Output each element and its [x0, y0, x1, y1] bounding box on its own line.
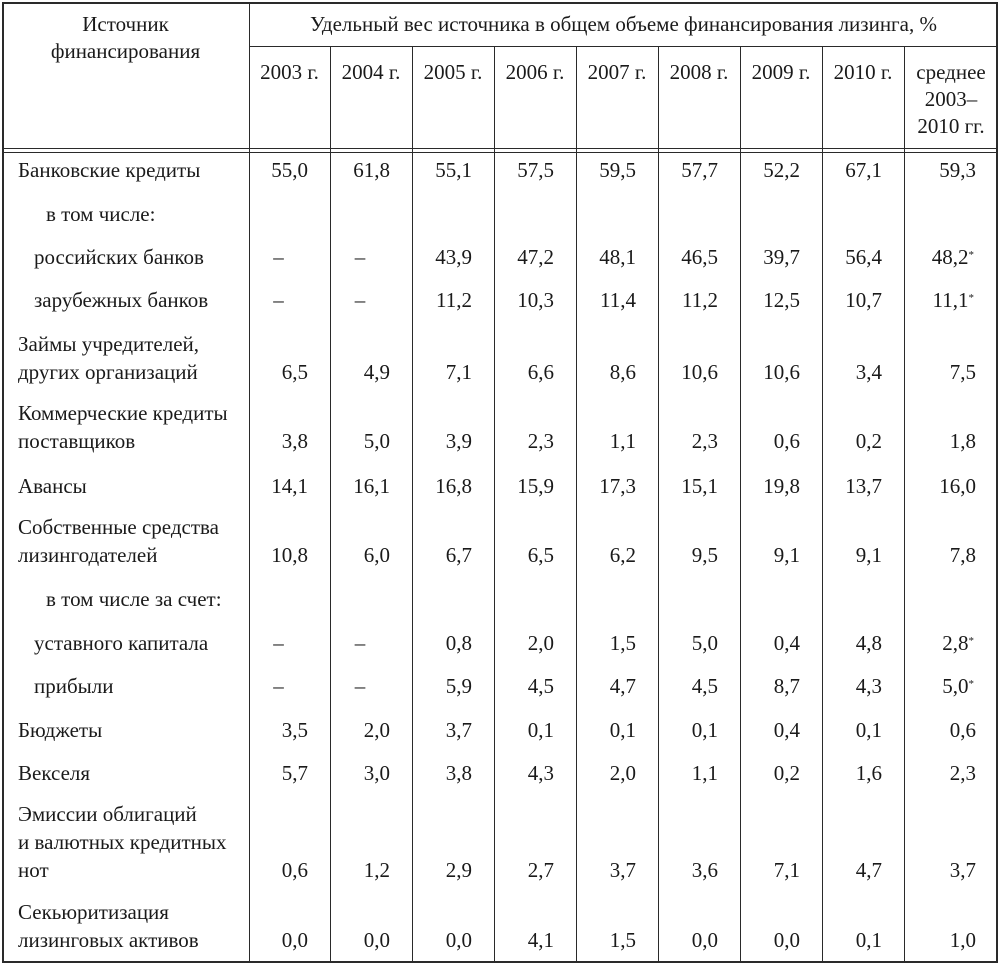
year-header: 2007 г. [587, 60, 647, 84]
cell-value: 3,4 [855, 360, 882, 384]
cell-value: 0,6 [949, 718, 976, 742]
cell-value: 2,8* [942, 631, 974, 655]
year-header: 2005 г. [423, 60, 483, 84]
cell-value: 3,7 [609, 858, 636, 882]
cell-value: 10,6 [681, 360, 718, 384]
cell-value: – [354, 288, 366, 312]
cell-value: 11,2 [436, 288, 472, 312]
cell-value: 43,9 [435, 245, 472, 269]
cell-value: 0,1 [691, 718, 718, 742]
cell-value: 15,1 [681, 474, 718, 498]
cell-value: 2,3 [527, 429, 554, 453]
cell-value: 55,1 [435, 158, 472, 182]
cell-value: 4,3 [855, 674, 882, 698]
row-label: зарубежных банков [34, 288, 209, 312]
cell-value: 2,3 [949, 761, 976, 785]
cell-value: 0,2 [773, 761, 800, 785]
row-label: Коммерческие кредиты [18, 401, 228, 425]
cell-value: 10,6 [763, 360, 800, 384]
cell-value: 0,0 [691, 928, 718, 952]
cell-value: 5,9 [445, 674, 472, 698]
table-border-bottom [2, 961, 998, 963]
cell-value: 0,8 [445, 631, 472, 655]
cell-value: 4,5 [527, 674, 554, 698]
cell-value: 15,9 [517, 474, 554, 498]
cell-value: 1,6 [855, 761, 882, 785]
cell-value: 2,3 [691, 429, 718, 453]
year-header: 2006 г. [505, 60, 565, 84]
cell-value: 1,5 [609, 631, 636, 655]
cell-value: 10,8 [271, 543, 308, 567]
average-column-header: среднее [916, 60, 986, 84]
cell-value: 0,1 [855, 718, 882, 742]
cell-value: 0,4 [773, 631, 800, 655]
cell-value: 3,5 [281, 718, 308, 742]
year-header: 2004 г. [341, 60, 401, 84]
cell-value: 6,5 [281, 360, 308, 384]
cell-value: – [273, 674, 284, 698]
cell-value: – [273, 245, 284, 269]
row-label: и валютных кредитных [18, 830, 227, 854]
cell-value: 1,1 [691, 761, 718, 785]
row-label: Бюджеты [18, 718, 103, 742]
header-subdivider [249, 46, 998, 47]
row-label: Собственные средства [18, 515, 219, 539]
cell-value: 0,6 [773, 429, 800, 453]
cell-value: – [354, 674, 366, 698]
table-border-left [2, 2, 4, 963]
cell-value: 5,0 [691, 631, 718, 655]
year-header: 2003 г. [260, 60, 319, 84]
cell-value: 2,0 [609, 761, 636, 785]
cell-value: 6,6 [527, 360, 554, 384]
footnote-mark: * [968, 292, 974, 304]
row-label: Эмиссии облигаций [18, 802, 197, 826]
footnote-mark: * [968, 635, 974, 647]
row-label: нот [18, 858, 49, 882]
cell-value: 0,0 [773, 928, 800, 952]
cell-value: 0,2 [855, 429, 882, 453]
cell-value: 10,3 [517, 288, 554, 312]
cell-value: 16,8 [435, 474, 472, 498]
cell-value: 3,0 [363, 761, 390, 785]
cell-value: 9,5 [691, 543, 718, 567]
cell-value: 2,7 [527, 858, 554, 882]
cell-value: 4,1 [527, 928, 554, 952]
cell-value: 1,5 [609, 928, 636, 952]
cell-value: 7,8 [949, 543, 976, 567]
cell-value: 11,1* [932, 288, 974, 312]
cell-value: 46,5 [681, 245, 718, 269]
cell-value: 3,6 [691, 858, 718, 882]
row-label: поставщиков [18, 429, 136, 453]
cell-value: 3,9 [445, 429, 472, 453]
cell-value: 1,2 [363, 858, 390, 882]
cell-value: 5,0 [363, 429, 390, 453]
cell-value: 8,6 [609, 360, 636, 384]
cell-value: 6,0 [363, 543, 390, 567]
share-group-header: Удельный вес источника в общем объеме финансирования лизинга, % [310, 12, 937, 36]
cell-value: 39,7 [763, 245, 800, 269]
cell-value: 1,0 [949, 928, 976, 952]
year-header: 2008 г. [669, 60, 729, 84]
cell-value: 48,1 [599, 245, 636, 269]
row-label: российских банков [34, 245, 204, 269]
source-column-header: Источник [82, 12, 169, 36]
footnote-mark: * [968, 249, 974, 261]
cell-value: 0,0 [445, 928, 472, 952]
row-label: Авансы [18, 474, 87, 498]
cell-value: 61,8 [353, 158, 390, 182]
cell-value: 6,2 [609, 543, 636, 567]
cell-value: – [354, 245, 366, 269]
cell-value: 9,1 [855, 543, 882, 567]
header-bottom-rule [2, 148, 998, 149]
cell-value: 2,0 [363, 718, 390, 742]
cell-value: 0,1 [609, 718, 636, 742]
cell-value: 11,4 [600, 288, 636, 312]
row-label: лизингодателей [18, 543, 158, 567]
cell-value: 48,2* [931, 245, 974, 269]
cell-value: 56,4 [845, 245, 882, 269]
cell-value: 7,1 [445, 360, 472, 384]
cell-value: – [273, 631, 284, 655]
cell-value: 4,5 [691, 674, 718, 698]
cell-value: 3,7 [445, 718, 472, 742]
cell-value: 14,1 [271, 474, 308, 498]
cell-value: 10,7 [845, 288, 882, 312]
row-label: Секьюритизация [18, 900, 169, 924]
row-label: лизинговых активов [18, 928, 199, 952]
cell-value: 59,5 [599, 158, 636, 182]
row-label: Векселя [18, 761, 91, 785]
header-bottom-rule-2 [2, 152, 998, 153]
year-header: 2010 г. [833, 60, 893, 84]
row-label: Займы учредителей, [18, 332, 200, 356]
cell-value: 0,4 [773, 718, 800, 742]
cell-value: 6,5 [527, 543, 554, 567]
table-border-top [2, 2, 998, 4]
cell-value: 5,0* [942, 674, 974, 698]
row-label: в том числе: [46, 202, 156, 226]
cell-value: 0,0 [363, 928, 390, 952]
cell-value: 4,7 [609, 674, 636, 698]
cell-value: 16,1 [353, 474, 390, 498]
year-header: 2009 г. [751, 60, 811, 84]
row-label: уставного капитала [34, 631, 209, 655]
cell-value: 52,2 [763, 158, 800, 182]
row-label: Банковские кредиты [18, 158, 201, 182]
cell-value: 0,1 [855, 928, 882, 952]
cell-value: 7,1 [773, 858, 800, 882]
cell-value: 3,7 [949, 858, 976, 882]
cell-value: 47,2 [517, 245, 554, 269]
cell-value: 17,3 [599, 474, 636, 498]
cell-value: 3,8 [445, 761, 472, 785]
row-label: прибыли [34, 674, 114, 698]
cell-value: 55,0 [271, 158, 308, 182]
cell-value: 8,7 [773, 674, 800, 698]
table-border-right [996, 2, 998, 963]
cell-value: – [354, 631, 366, 655]
cell-value: 5,7 [281, 761, 308, 785]
cell-value: 16,0 [939, 474, 976, 498]
cell-value: 2,9 [445, 858, 472, 882]
cell-value: 11,2 [682, 288, 718, 312]
cell-value: 9,1 [773, 543, 800, 567]
cell-value: – [273, 288, 284, 312]
cell-value: 6,7 [445, 543, 472, 567]
cell-value: 4,8 [855, 631, 882, 655]
footnote-mark: * [968, 678, 974, 690]
cell-value: 13,7 [845, 474, 882, 498]
cell-value: 4,3 [527, 761, 554, 785]
average-column-header: 2003– [924, 87, 978, 111]
average-column-header: 2010 гг. [917, 114, 985, 138]
cell-value: 67,1 [845, 158, 882, 182]
cell-value: 0,6 [281, 858, 308, 882]
cell-value: 1,1 [609, 429, 636, 453]
cell-value: 59,3 [939, 158, 976, 182]
cell-value: 57,5 [517, 158, 554, 182]
cell-value: 4,9 [363, 360, 390, 384]
cell-value: 3,8 [281, 429, 308, 453]
cell-value: 0,1 [527, 718, 554, 742]
cell-value: 19,8 [763, 474, 800, 498]
cell-value: 7,5 [949, 360, 976, 384]
cell-value: 12,5 [763, 288, 800, 312]
row-label: других организаций [18, 360, 198, 384]
cell-value: 57,7 [681, 158, 718, 182]
source-column-header: финансирования [50, 39, 201, 63]
cell-value: 0,0 [281, 928, 308, 952]
cell-value: 4,7 [855, 858, 882, 882]
cell-value: 1,8 [949, 429, 976, 453]
row-label: в том числе за счет: [46, 587, 222, 611]
cell-value: 2,0 [527, 631, 554, 655]
